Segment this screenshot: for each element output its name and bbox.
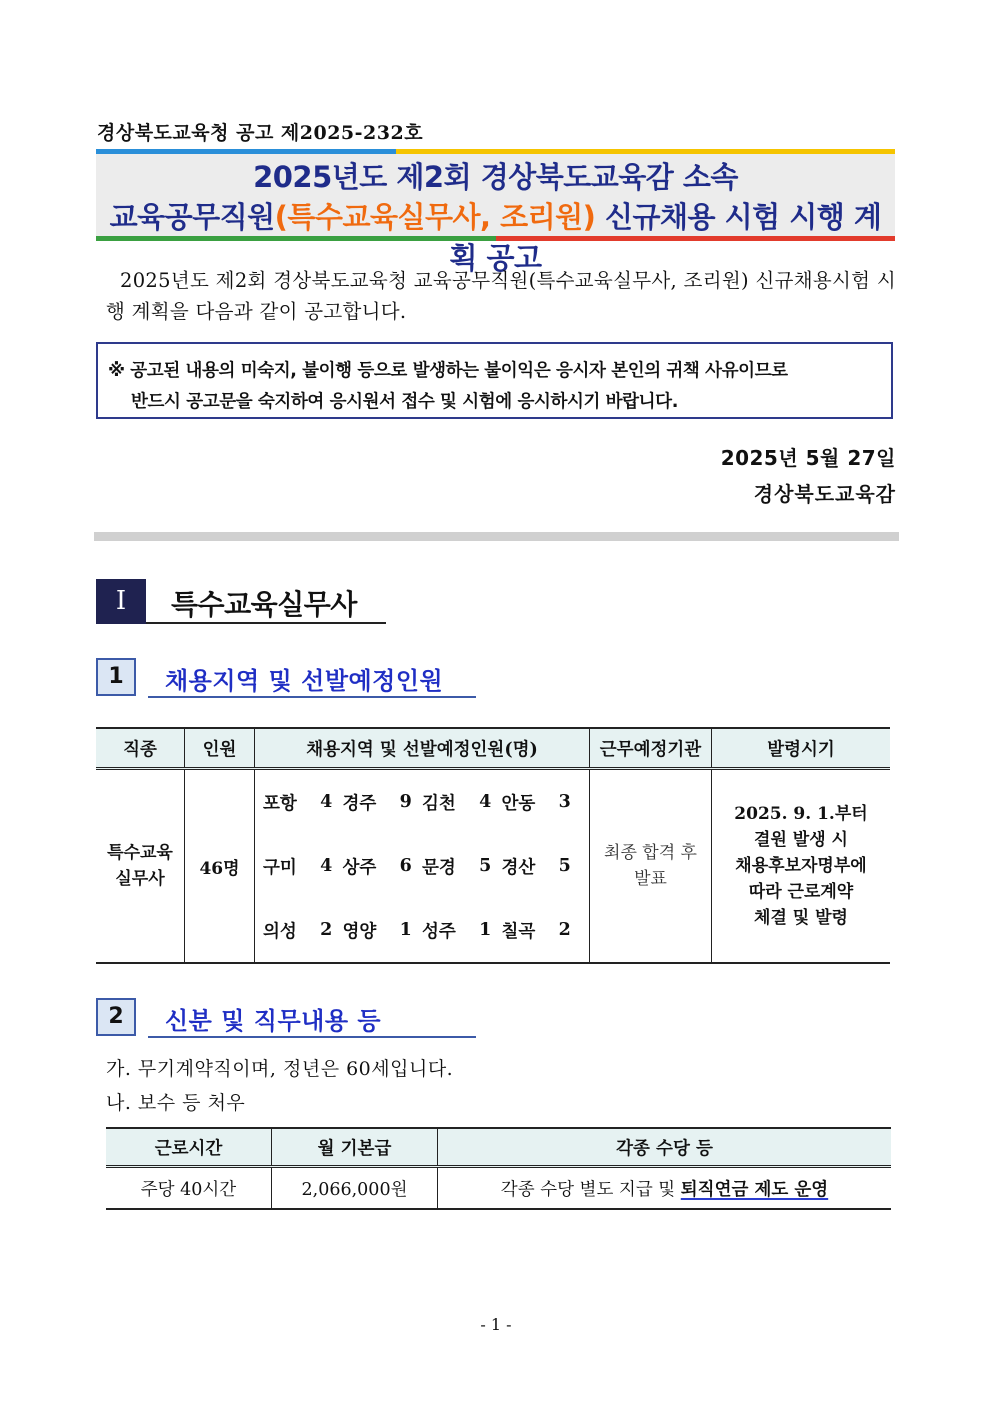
header-hours: 근로시간 [106,1128,272,1167]
header-count: 인원 [185,728,255,769]
header-appointment: 발령시기 [712,728,891,769]
region-name: 성주 [422,921,456,942]
title-line-2-pre: 교육공무직원 [109,200,275,234]
recruitment-table-header-row [96,728,890,769]
notice-number: 경상북도교육청 공고 제2025-232호 [97,122,424,144]
appointment-line-5: 체결 및 발령 [754,908,848,928]
agency-line-1: 최종 합격 후 [604,843,697,863]
page-number: - 1 - [480,1315,512,1334]
appointment-cell [712,769,891,964]
job-line-1: 특수교육 [107,843,173,863]
header-allowance: 각종 수당 등 [438,1128,892,1167]
table-row [96,769,890,964]
title-line-2-highlight: (특수교육실무사, 조리원) [274,200,596,234]
region-count: 2 [320,920,333,940]
title-line-2-post: 신규채용 시험 시행 계획 공고 [449,200,882,275]
title-top-yellow-bar [396,149,895,154]
region-count: 5 [479,856,492,876]
subsection-1-number: 1 [96,658,136,696]
section-number-badge: Ⅰ [96,579,146,624]
title-bottom-green-bar [96,236,496,241]
list-item-a: 가. 무기계약직이며, 정년은 60세입니다. [106,1058,454,1080]
region-name: 의성 [263,921,297,942]
subsection-1-underline [148,696,476,698]
region-count: 9 [399,792,412,812]
intro-paragraph [106,265,896,327]
title-banner [96,149,895,275]
appointment-line-3: 채용후보자명부에 [735,856,867,876]
region-row [263,770,581,834]
agency-line-2: 발표 [634,869,667,889]
title-top-blue-bar [96,149,396,154]
region-row [263,898,581,962]
section-title: 특수교육실무사 [171,588,357,621]
region-name: 경주 [342,793,377,814]
recruitment-table [96,727,890,964]
region-count: 3 [558,792,571,812]
title-line-1: 2025년도 제2회 경상북도교육감 소속 [253,160,738,194]
compensation-table-header-row [106,1128,891,1167]
region-name: 칠곡 [501,921,536,942]
region-count: 1 [399,920,412,940]
region-grid [263,770,581,962]
region-count: 6 [399,856,412,876]
header-regions: 채용지역 및 선발예정인원(명) [255,728,590,769]
header-agency: 근무예정기관 [590,728,712,769]
header-salary: 월 기본급 [272,1128,438,1167]
count-cell: 46명 [185,769,255,964]
region-row [263,834,581,898]
region-name: 구미 [263,857,297,878]
region-count: 2 [558,920,571,940]
region-count: 4 [320,856,333,876]
appointment-line-2: 결원 발생 시 [754,830,848,850]
region-count: 4 [320,792,333,812]
job-cell [96,769,185,964]
notice-date: 2025년 5월 27일 [720,446,896,470]
subsection-2-number: 2 [96,998,136,1036]
warning-box [96,342,893,419]
region-name: 안동 [501,793,536,814]
hours-cell: 주당 40시간 [106,1167,272,1210]
allowance-emphasis: 퇴직연금 제도 운영 [680,1179,829,1200]
region-name: 상주 [342,857,377,878]
region-count: 5 [558,856,571,876]
appointment-line-1: 2025. 9. 1.부터 [734,804,868,824]
title-bottom-red-bar [496,236,895,241]
section-underline [146,622,386,624]
subsection-2-underline [148,1036,476,1038]
region-name: 영양 [342,921,377,942]
job-line-2: 실무사 [115,869,165,889]
warning-line-1: ※ 공고된 내용의 미숙지, 불이행 등으로 발생하는 불이익은 응시자 본인의 귀책 사유이므로 [108,361,788,381]
region-name: 김천 [422,793,456,814]
subsection-1-title: 채용지역 및 선발예정인원 [165,667,444,695]
list-item-b: 나. 보수 등 처우 [106,1092,246,1114]
allowance-cell [438,1167,892,1210]
section-divider [94,532,899,541]
table-row [106,1167,891,1210]
header-job: 직종 [96,728,185,769]
subsection-2-title: 신분 및 직무내용 등 [165,1007,382,1035]
region-count: 4 [479,792,492,812]
intro-text: 2025년도 제2회 경상북도교육청 교육공무직원(특수교육실무사, 조리원) 신규채용시험 시행 계획을 다음과 같이 공고합니다. [106,269,896,323]
agency-cell [590,769,712,964]
region-name: 경산 [501,857,536,878]
regions-cell [255,769,590,964]
compensation-table [106,1127,891,1210]
issuer: 경상북도교육감 [753,482,896,506]
allowance-text: 각종 수당 별도 지급 및 [500,1179,681,1200]
salary-cell: 2,066,000원 [272,1167,438,1210]
region-name: 문경 [422,857,456,878]
warning-line-2: 반드시 공고문을 숙지하여 응시원서 접수 및 시험에 응시하시기 바랍니다. [131,392,678,412]
appointment-line-4: 따라 근로계약 [748,882,854,902]
region-name: 포항 [263,793,297,814]
region-count: 1 [479,920,492,940]
